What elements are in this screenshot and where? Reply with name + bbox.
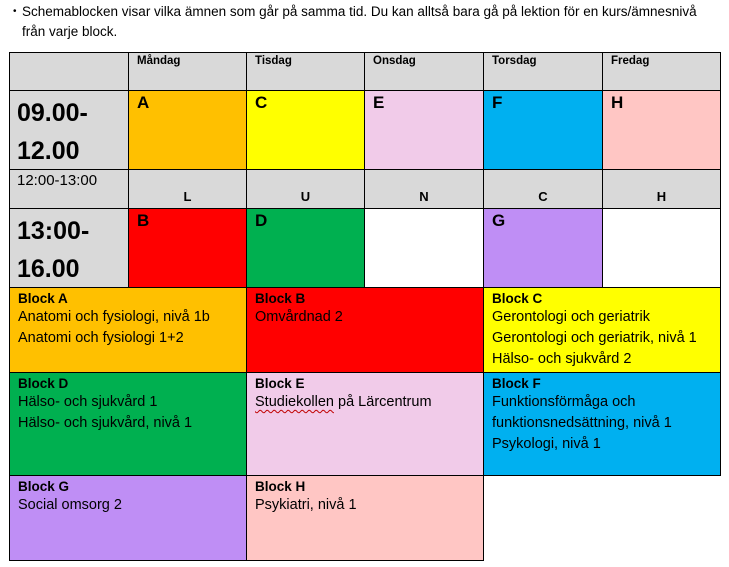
corner-cell	[9, 52, 129, 91]
lunch-letter-monday: L	[128, 169, 247, 209]
lunch-letter-thursday: C	[483, 169, 603, 209]
block-f-course-3: Psykologi, nivå 1	[492, 436, 601, 452]
slot-thursday-morning: F	[483, 90, 603, 170]
block-b-title: Block B	[255, 291, 306, 306]
time-morning-start: 09.00-	[17, 99, 88, 127]
slot-tuesday-morning: C	[246, 90, 365, 170]
block-g-course-1: Social omsorg 2	[18, 497, 122, 513]
slot-friday-afternoon	[602, 208, 721, 288]
block-g-detail	[9, 475, 247, 561]
block-e-detail	[246, 372, 484, 476]
block-a-course-2: Anatomi och fysiologi 1+2	[18, 330, 184, 346]
block-e-course-1	[255, 392, 483, 413]
block-b-detail	[246, 287, 484, 373]
time-lunch: 12:00-13:00	[9, 169, 129, 209]
lunch-letter-tuesday: U	[246, 169, 365, 209]
slot-wednesday-afternoon	[364, 208, 484, 288]
block-e-title: Block E	[255, 376, 305, 391]
slot-monday-afternoon: B	[128, 208, 247, 288]
day-header-friday: Fredag	[602, 52, 721, 91]
slot-thursday-afternoon: G	[483, 208, 603, 288]
day-header-monday: Måndag	[128, 52, 247, 91]
intro-text: Schemablocken visar vilka ämnen som går på samma tid. Du kan alltså bara gå på lektion för en kurs/ämnesnivå från varje block.	[22, 4, 697, 39]
slot-tuesday-afternoon: D	[246, 208, 365, 288]
block-g-title: Block G	[18, 479, 70, 494]
block-h-course-1: Psykiatri, nivå 1	[255, 497, 357, 513]
block-c-course-1: Gerontologi och geriatrik	[492, 309, 650, 325]
block-c-course-3: Hälso- och sjukvård 2	[492, 351, 632, 367]
block-a-course-1: Anatomi och fysiologi, nivå 1b	[18, 309, 210, 325]
block-b-course-1: Omvårdnad 2	[255, 309, 343, 325]
block-d-course-1: Hälso- och sjukvård 1	[18, 394, 158, 410]
lunch-letter-wednesday: N	[364, 169, 484, 209]
slot-wednesday-morning: E	[364, 90, 484, 170]
block-d-title: Block D	[18, 376, 69, 391]
block-a-detail	[9, 287, 247, 373]
block-d-detail	[9, 372, 247, 476]
block-f-course-1: Funktionsförmåga och	[492, 394, 636, 410]
lunch-letter-friday: H	[602, 169, 721, 209]
day-header-tuesday: Tisdag	[246, 52, 365, 91]
slot-monday-morning: A	[128, 90, 247, 170]
block-e-word-studiekollen: Studiekollen	[255, 394, 334, 410]
day-header-thursday: Torsdag	[483, 52, 603, 91]
time-morning-end: 12.00	[17, 137, 80, 165]
time-afternoon-start: 13:00-	[17, 217, 90, 245]
time-morning	[9, 90, 129, 170]
block-d-course-2: Hälso- och sjukvård, nivå 1	[18, 415, 193, 431]
time-afternoon-end: 16.00	[17, 255, 80, 283]
time-afternoon	[9, 208, 129, 288]
block-h-title: Block H	[255, 479, 306, 494]
block-f-title: Block F	[492, 376, 541, 391]
block-f-detail	[483, 372, 721, 476]
block-h-detail	[246, 475, 484, 561]
day-header-wednesday: Onsdag	[364, 52, 484, 91]
slot-friday-morning: H	[602, 90, 721, 170]
block-c-title: Block C	[492, 291, 543, 306]
block-c-course-2: Gerontologi och geriatrik, nivå 1	[492, 330, 697, 346]
bullet-icon: •	[13, 6, 17, 17]
intro-note	[13, 2, 722, 42]
block-e-word-rest: på Lärcentrum	[334, 394, 432, 410]
block-c-detail	[483, 287, 721, 373]
block-a-title: Block A	[18, 291, 68, 306]
block-f-course-2: funktionsnedsättning, nivå 1	[492, 415, 672, 431]
